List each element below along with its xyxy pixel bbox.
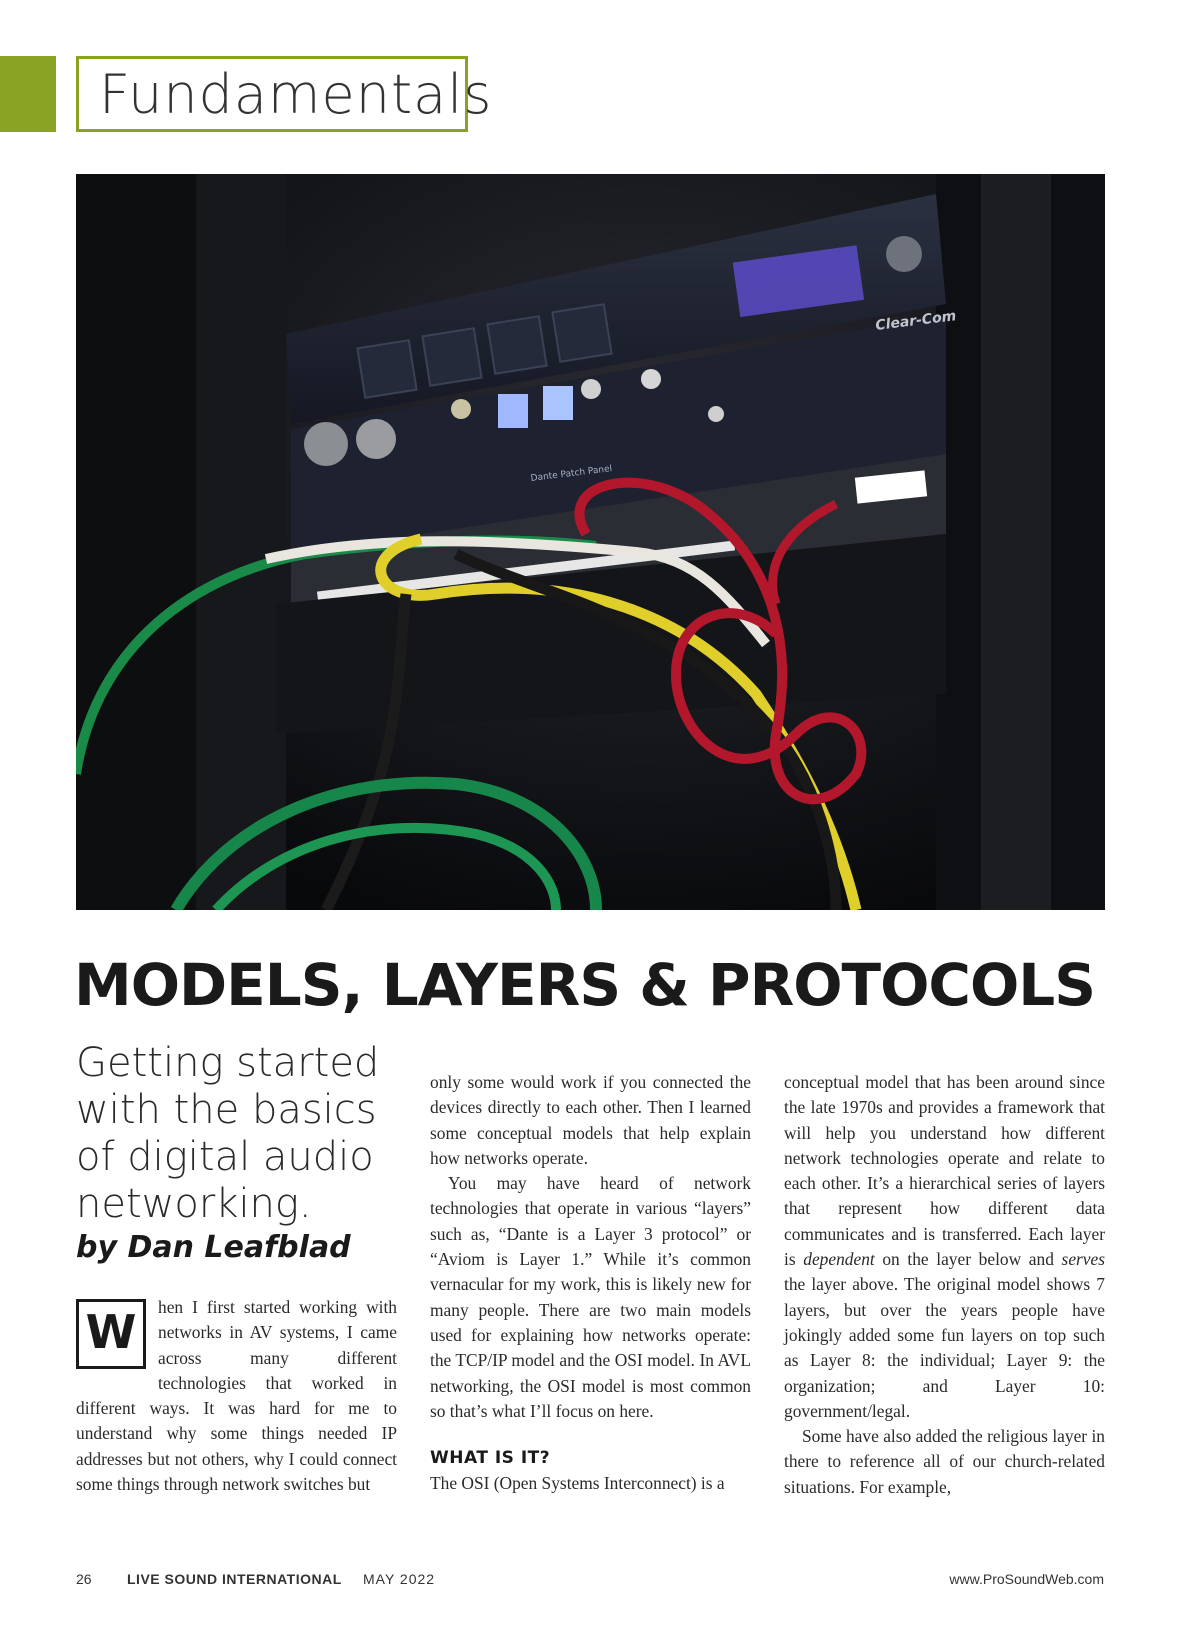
drop-cap: W [76, 1299, 146, 1369]
article-deck: Getting started with the basics of digital audio networking. [76, 1040, 380, 1227]
paragraph-3-part-b: on the layer below and [874, 1249, 1062, 1270]
page-number: 26 [76, 1571, 92, 1587]
rack-photo-illustration [76, 174, 1105, 910]
body-paragraph-4: Some have also added the religious layer in there to reference all of our church-related situations. For example, [784, 1426, 1105, 1497]
body-paragraph-1 [430, 1070, 751, 1171]
body-column-3 [784, 1070, 1105, 1500]
brand-logo: Clear-Com [874, 308, 958, 334]
emphasis-dependent: dependent [803, 1249, 875, 1270]
body-paragraph-2: You may have heard of network technologies that operate in various “layers” such as, “Dante is a Layer 3 protocol” or “Aviom is Layer 1.” While it’s common vernacular for my work, this is likely new for many people. There are two main models used for explaining how networks operate: the TCP/IP model and the OSI model. In AVL networking, the OSI model is most common so that’s what I’ll focus on here. [430, 1173, 751, 1421]
article-headline: MODELS, LAYERS & PROTOCOLS [74, 951, 1096, 1019]
section-accent-bar [0, 56, 56, 132]
article-photo [76, 174, 1105, 910]
website-link[interactable]: www.ProSoundWeb.com [949, 1571, 1104, 1587]
body-paragraph-1 [76, 1295, 397, 1497]
subhead-what-is-it: WHAT IS IT? [430, 1448, 551, 1469]
body-column-1 [76, 1295, 397, 1497]
paragraph-3-part-a: The OSI (Open Systems Interconnect) is a [430, 1473, 725, 1494]
paragraph-1-text: hen I first started working with networks in AV systems, I came across many different technologies that worked in different ways. It was hard for me to understand why some things needed IP addresses but not others, why I could connect some things through network switches but [76, 1297, 397, 1495]
paragraph-1-text: only some would work if you connected the devices directly to each other. Then I learned some conceptual models that help explain how networks operate. [430, 1072, 751, 1168]
section-header [76, 56, 493, 132]
patch-panel-label: Dante Patch Panel [530, 464, 613, 484]
section-title: Fundamentals [99, 63, 493, 126]
issue-date: MAY 2022 [363, 1571, 436, 1587]
body-paragraph-3 [784, 1070, 1105, 1424]
magazine-name: LIVE SOUND INTERNATIONAL [127, 1571, 342, 1587]
body-paragraph-3 [430, 1471, 751, 1496]
paragraph-3-part-c: the layer above. The original model shows 7 layers, but over the years people have jokingly added some fun layers on top such as Layer 8: the individual; Layer 9: the organization; and Layer 10: government/legal. [784, 1274, 1105, 1421]
emphasis-serves: serves [1061, 1249, 1106, 1270]
paragraph-3-part-a: conceptual model that has been around since the late 1970s and provides a framework that will help you understand how different network technologies operate and relate to each other. It’s a hierarchical series of layers that represent how different data communicates and is transferred. Each layer is [784, 1072, 1105, 1270]
body-column-2 [430, 1070, 751, 1497]
article-byline: by Dan Leafblad [76, 1230, 351, 1265]
